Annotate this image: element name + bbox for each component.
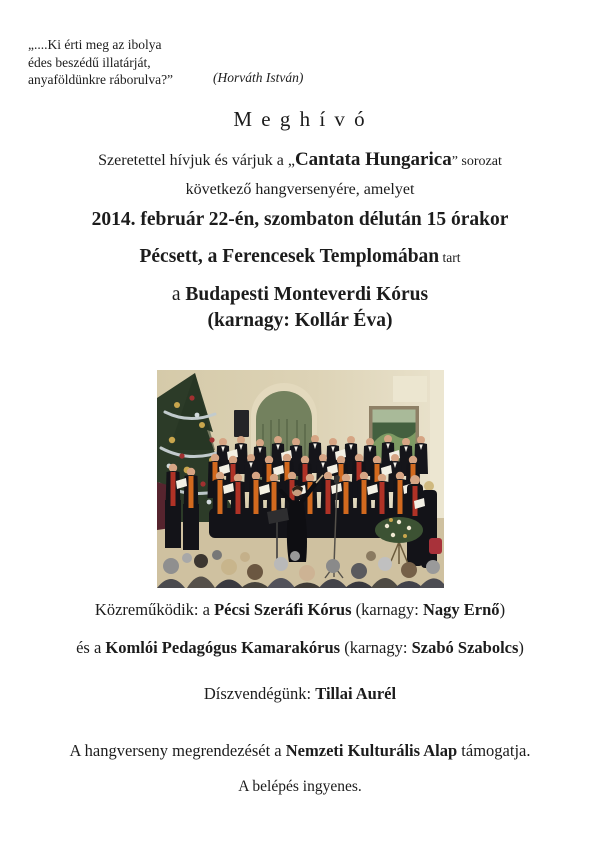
poem-line-3: anyaföldünkre ráborulva?”	[28, 72, 174, 87]
poem-quote	[28, 36, 173, 89]
event-venue-line	[0, 246, 600, 268]
performer-article: a	[171, 284, 186, 305]
support-pre: A hangverseny megrendezését a	[69, 741, 286, 760]
event-venue: Pécsett, a Ferencesek Templomában	[139, 246, 440, 267]
support-line	[0, 741, 600, 761]
venue-suffix: tart	[439, 250, 461, 265]
performer-line	[0, 284, 600, 306]
contrib2-mid: (karnagy:	[340, 638, 412, 657]
contrib2-conductor: Szabó Szabolcs	[411, 638, 519, 657]
contributors-line-2	[0, 638, 600, 658]
support-post: támogatja.	[457, 741, 531, 760]
guest-pre: Díszvendégünk:	[203, 684, 316, 703]
conductor-line: (karnagy: Kollár Éva)	[207, 310, 393, 331]
contrib1-choir: Pécsi Szeráfi Kórus	[214, 600, 352, 619]
page-title: M e g h í v ó	[233, 107, 367, 131]
contributors-line-1	[0, 600, 600, 620]
contrib1-post: )	[499, 600, 506, 619]
contrib1-mid: (karnagy:	[351, 600, 424, 619]
contrib2-post: )	[518, 638, 524, 657]
performer-name: Budapesti Monteverdi Kórus	[185, 284, 429, 305]
red-chair	[429, 538, 442, 554]
intro-pre: Szeretettel hívjuk és várjuk a „	[98, 152, 295, 169]
contrib1-pre: Közreműködik: a	[94, 600, 215, 619]
concert-photo	[157, 370, 444, 588]
intro-post: ” sorozat	[451, 154, 502, 169]
free-entry-line: A belépés ingyenes.	[238, 778, 362, 795]
support-org: Nemzeti Kulturális Alap	[285, 741, 458, 760]
intro-line-1	[0, 149, 600, 171]
concert-photo-illustration	[157, 370, 444, 588]
contrib1-conductor: Nagy Ernő	[423, 600, 500, 619]
series-name: Cantata Hungarica	[294, 149, 452, 170]
contrib2-pre: és a	[76, 638, 106, 657]
intro-line-2: következő hangversenyére, amelyet	[185, 181, 415, 198]
contrib2-choir: Komlói Pedagógus Kamarakórus	[105, 638, 341, 657]
poem-line-1: „....Ki érti meg az ibolya	[28, 37, 162, 52]
guest-name: Tillai Aurél	[315, 684, 397, 703]
poem-line-2: édes beszédű illatárját,	[28, 54, 151, 70]
guest-line	[0, 684, 600, 704]
event-datetime: 2014. február 22-én, szombaton délután 15 órakor	[91, 209, 509, 230]
poem-attribution: (Horváth István)	[213, 70, 304, 85]
